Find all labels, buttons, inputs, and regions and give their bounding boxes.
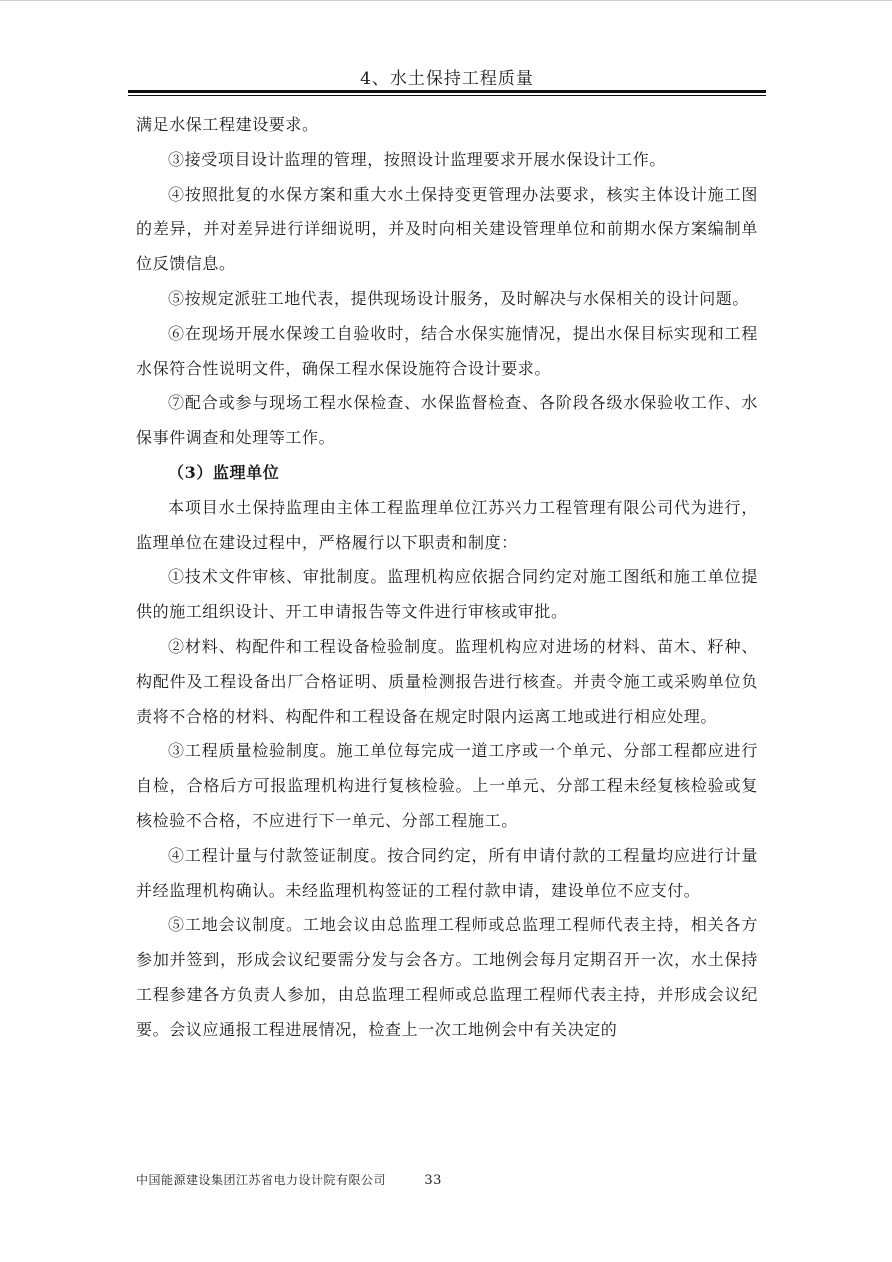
paragraph: ⑤按规定派驻工地代表，提供现场设计服务，及时解决与水保相关的设计问题。 bbox=[168, 288, 750, 308]
paragraph: 满足水保工程建设要求。 bbox=[136, 115, 319, 134]
paragraph: ⑥在现场开展水保竣工自验收时，结合水保实施情况，提出水保目标实现和工程水保符合性说明文件，确保工程水保设施符合设计要求。 bbox=[136, 323, 758, 378]
paragraph: ①技术文件审核、审批制度。监理机构应依据合同约定对施工图纸和施工单位提供的施工组织设计、开工申请报告等文件进行审核或审批。 bbox=[136, 567, 758, 622]
page-number: 33 bbox=[424, 1173, 442, 1188]
running-header-title: 4、水土保持工程质量 bbox=[360, 69, 534, 89]
footer-organization: 中国能源建设集团江苏省电力设计院有限公司 bbox=[136, 1173, 387, 1187]
paragraph: ③接受项目设计监理的管理，按照设计监理要求开展水保设计工作。 bbox=[168, 149, 667, 169]
page-footer bbox=[136, 1171, 442, 1188]
paragraph: ⑦配合或参与现场工程水保检查、水保监督检查、各阶段各级水保验收工作、水保事件调查和处理等工作。 bbox=[136, 393, 758, 448]
paragraph: ③工程质量检验制度。施工单位每完成一道工序或一个单元、分部工程都应进行自检，合格后方可报监理机构进行复核检验。上一单元、分部工程未经复核检验或复核检验不合格，不应进行下一单元、分部工程施工。 bbox=[136, 741, 758, 830]
page-top-border bbox=[0, 0, 892, 1]
paragraph: 本项目水土保持监理由主体工程监理单位江苏兴力工程管理有限公司代为进行，监理单位在建设过程中，严格履行以下职责和制度： bbox=[136, 497, 758, 552]
paragraph: ⑤工地会议制度。工地会议由总监理工程师或总监理工程师代表主持，相关各方参加并签到，形成会议纪要需分发与会各方。工地例会每月定期召开一次，水土保持工程参建各方负责人参加，由总监理工程师或总监理工程师代表主持，并形成会议纪要。会议应通报工程进展情况，检查上一次工地例会中有关决定的 bbox=[136, 915, 758, 1039]
paragraph: ④按照批复的水保方案和重大水土保持变更管理办法要求，核实主体设计施工图的差异，并对差异进行详细说明，并及时向相关建设管理单位和前期水保方案编制单位反馈信息。 bbox=[136, 184, 758, 274]
section-heading: （3）监理单位 bbox=[168, 462, 280, 482]
header-rule-thick bbox=[128, 90, 766, 93]
header-rule-thin bbox=[128, 95, 766, 96]
paragraph: ④工程计量与付款签证制度。按合同约定，所有申请付款的工程量均应进行计量并经监理机构确认。未经监理机构签证的工程付款申请，建设单位不应支付。 bbox=[136, 845, 758, 900]
paragraph: ②材料、构配件和工程设备检验制度。监理机构应对进场的材料、苗木、籽种、构配件及工程设备出厂合格证明、质量检测报告进行核查。并责令施工或采购单位负责将不合格的材料、构配件和工程设备在规定时限内运离工地或进行相应处理。 bbox=[136, 636, 758, 726]
body-text bbox=[136, 108, 758, 1048]
